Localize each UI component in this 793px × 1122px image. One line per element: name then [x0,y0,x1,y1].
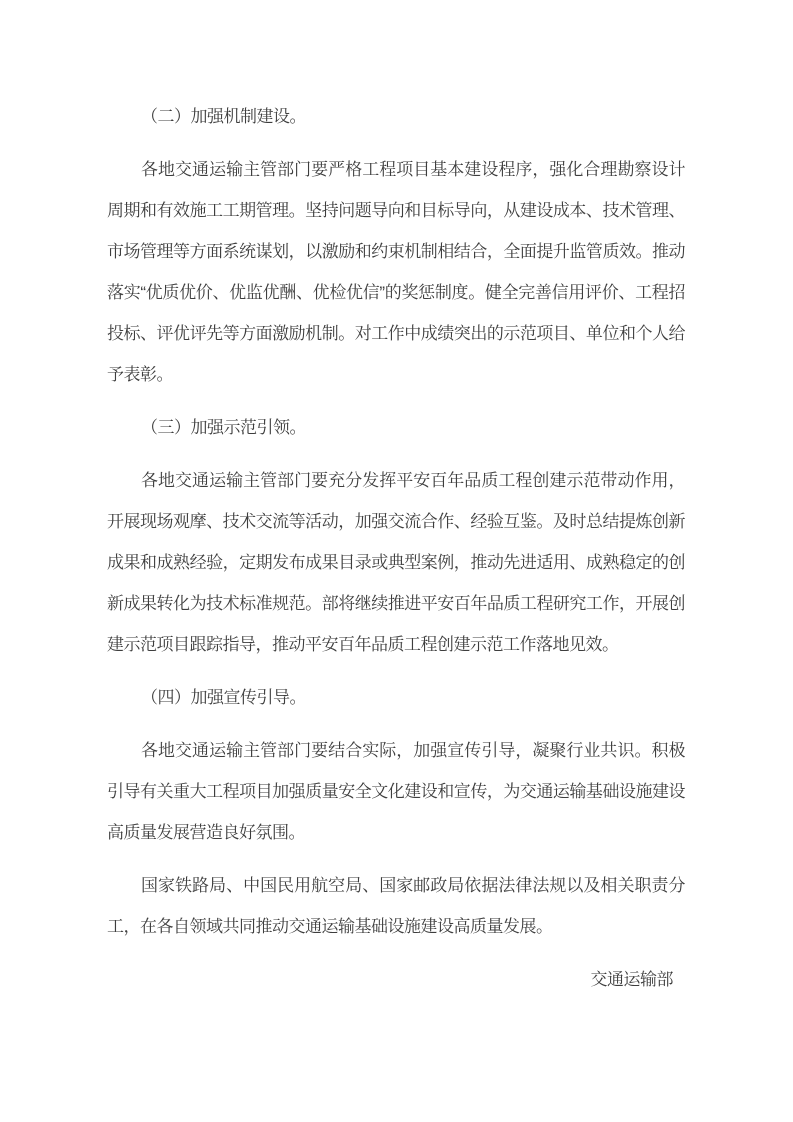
section-heading-3: （三）加强示范引领。 [141,418,306,437]
paragraph-publicity-guidance: 各地交通运输主管部门要结合实际，加强宣传引导，凝聚行业共识。积极引导有关重大工程项目加强质量安全文化建设和宣传，为交通运输基础设施建设高质量发展营造良好氛围。 [107,741,685,842]
paragraph-mechanism-building: 各地交通运输主管部门要严格工程项目基本建设程序，强化合理勘察设计周期和有效施工工期管理。坚持问题导向和目标导向，从建设成本、技术管理、市场管理等方面系统谋划，以激励和约束机制相结合，全面提升监管质效。推动落实“优质优价、优监优酬、优检优信”的奖惩制度。健全完善信用评价、工程招投标、评优评先等方面激励机制。对工作中成绩突出的示范项目、单位和个人给予表彰。 [107,160,685,384]
signature: 交通运输部 [590,970,673,989]
section-heading-2: （二）加强机制建设。 [141,107,306,126]
section-heading-4: （四）加强宣传引导。 [141,688,306,707]
paragraph-demonstration-leading: 各地交通运输主管部门要充分发挥平安百年品质工程创建示范带动作用，开展现场观摩、技术交流等活动，加强交流合作、经验互鉴。及时总结提炼创新成果和成熟经验，定期发布成果目录或典型案例，推动先进适用、成熟稳定的创新成果转化为技术标准规范。部将继续推进平安百年品质工程研究工作，开展创建示范项目跟踪指导，推动平安百年品质工程创建示范工作落地见效。 [107,471,685,654]
paragraph-agencies-cooperation: 国家铁路局、中国民用航空局、国家邮政局依据法律法规以及相关职责分工，在各自领域共同推动交通运输基础设施建设高质量发展。 [107,876,685,936]
